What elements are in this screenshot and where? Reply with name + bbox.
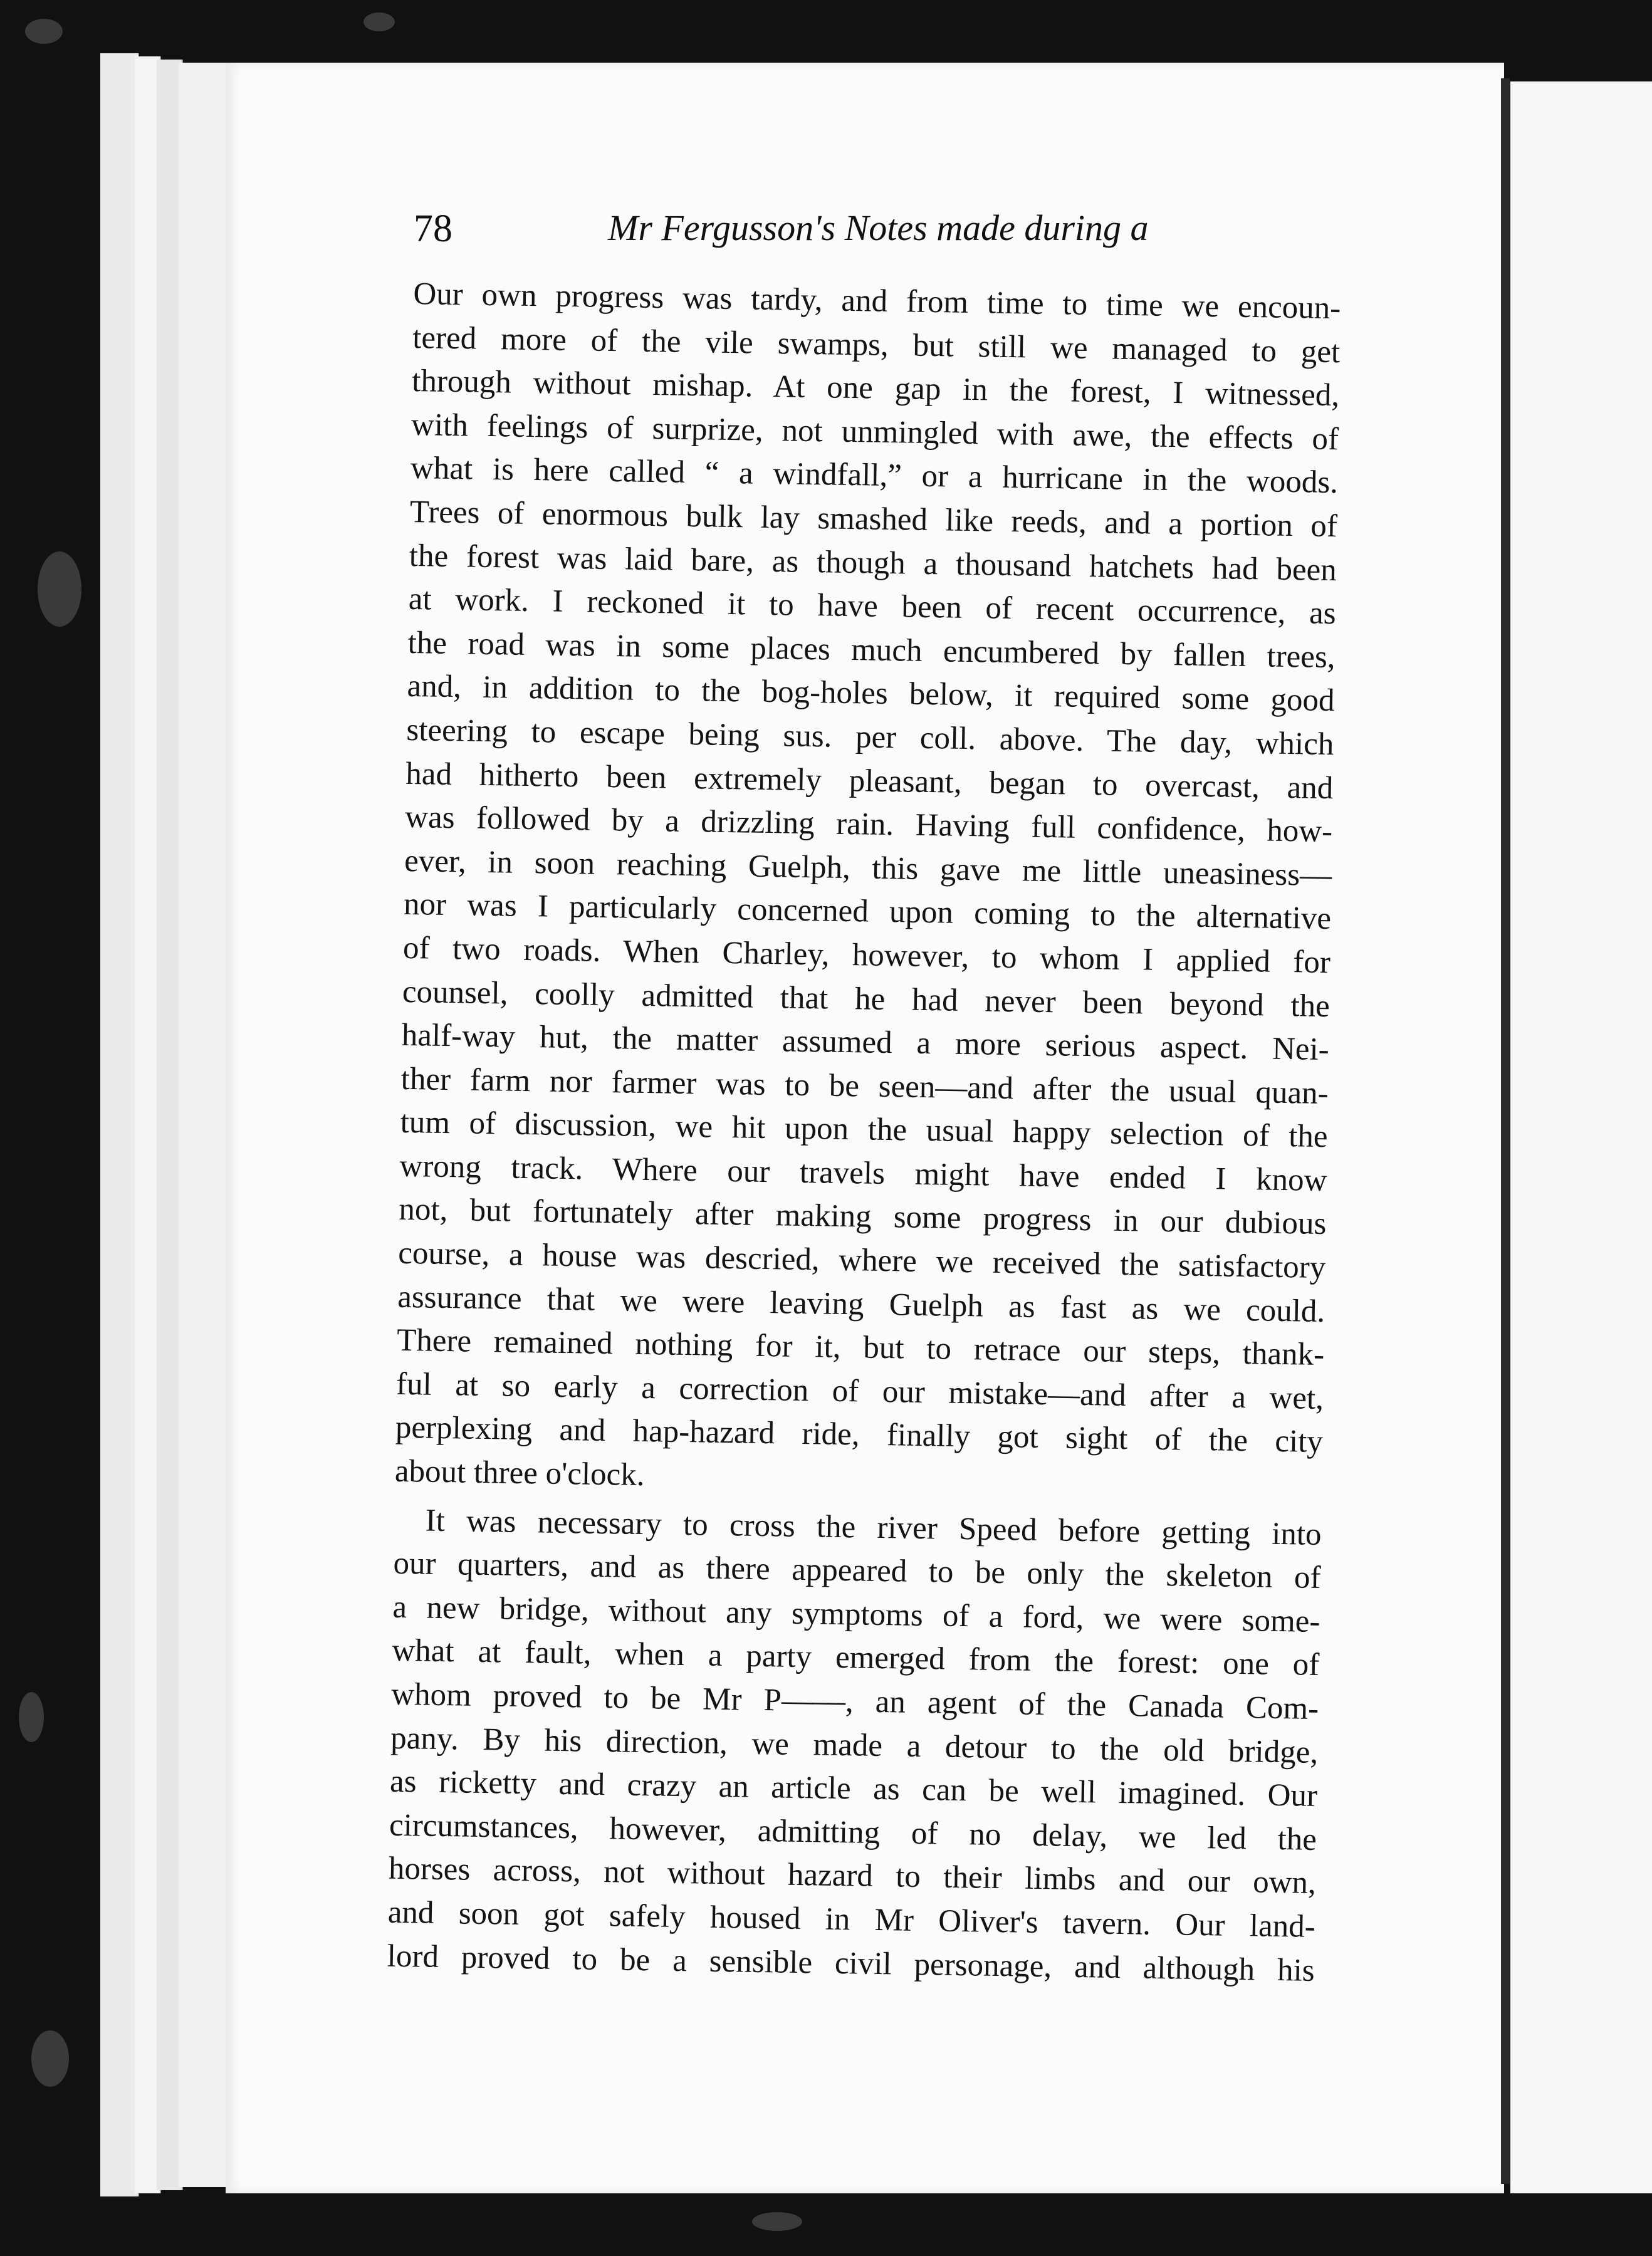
text-line: circumstances, however, admitting of no delay, we led the (389, 1807, 1317, 1857)
book-page (226, 63, 1504, 2193)
text-line: perplexing and hap-hazard ride, finally got sight of the city (395, 1410, 1324, 1460)
text-line: ever, in soon reaching Guelph, this gave me little uneasiness— (404, 843, 1332, 893)
text-line: and, in addition to the bog-holes below, it required some good (407, 669, 1335, 719)
text-line: Our own progress was tardy, and from time to time we encoun- (413, 276, 1341, 326)
page-edge (179, 63, 231, 2187)
text-line: was followed by a drizzling rain. Having full confidence, how- (404, 800, 1333, 850)
scan-speck (752, 2212, 802, 2231)
scan-speck (38, 551, 81, 627)
scan-speck (19, 1692, 44, 1742)
text-line: tered more of the vile swamps, but still we managed to get (412, 320, 1341, 370)
text-line: what is here called “ a windfall,” or a hurricane in the woods. (410, 451, 1339, 501)
text-line: of two roads. When Charley, however, to whom I applied for (402, 930, 1331, 981)
text-line: steering to escape being sus. per coll. above. The day, which (406, 712, 1334, 763)
text-line: tum of discussion, we hit upon the usual happy selection of the (400, 1105, 1328, 1155)
running-title: Mr Fergusson's Notes made during a (608, 207, 1149, 248)
text-line: course, a house was descried, where we received the satisfactory (397, 1235, 1326, 1286)
text-line: at work. I reckoned it to have been of recent occurrence, as (408, 582, 1337, 632)
text-line: and soon got safely housed in Mr Oliver's tavern. Our land- (387, 1894, 1316, 1945)
text-line: ful at so early a correction of our mistake—and after a wet, (395, 1366, 1324, 1416)
text-line: nor was I particularly concerned upon coming to the alternative (403, 887, 1332, 937)
scan-speck (25, 19, 63, 44)
text-line: There remained nothing for it, but to retrace our steps, thank- (396, 1323, 1325, 1373)
text-line: lord proved to be a sensible civil personage, and although his (387, 1938, 1315, 1988)
running-head (414, 207, 1341, 276)
text-line: whom proved to be Mr P——, an agent of the Canada Com- (390, 1676, 1319, 1726)
scan-speck (31, 2030, 69, 2087)
text-line: assurance that we were leaving Guelph as fast as we could. (397, 1279, 1325, 1329)
text-line: Trees of enormous bulk lay smashed like reeds, and a portion of (409, 494, 1338, 545)
text-line: wrong track. Where our travels might have ended I know (399, 1148, 1327, 1198)
text-line: what at fault, when a party emerged from the forest: one of (392, 1633, 1320, 1683)
text-line: counsel, coolly admitted that he had never been beyond the (402, 974, 1330, 1024)
facing-page-edge (1510, 81, 1652, 2193)
text-line: our quarters, and as there appeared to be only the skeleton of (393, 1545, 1321, 1596)
text-line: pany. By his direction, we made a detour to the old bridge, (390, 1720, 1319, 1770)
text-line: through without mishap. At one gap in the forest, I witnessed, (411, 363, 1340, 414)
text-line: about three o'clock. (394, 1453, 645, 1493)
body-text (387, 273, 1341, 1993)
text-line: horses across, not without hazard to their limbs and our own, (388, 1851, 1317, 1901)
text-line: not, but fortunately after making some progress in our dubious (399, 1192, 1327, 1242)
text-line: had hitherto been extremely pleasant, began to overcast, and (405, 756, 1334, 806)
text-line: the road was in some places much encumbered by fallen trees, (407, 625, 1336, 675)
text-line: as ricketty and crazy an article as can be well imagined. Our (389, 1763, 1318, 1814)
gutter-shadow (1501, 78, 1510, 2184)
page-number: 78 (414, 207, 452, 250)
text-line: It was necessary to cross the river Speed before getting into (425, 1503, 1322, 1552)
text-line: a new bridge, without any symptoms of a ford, we were some- (392, 1589, 1320, 1639)
scan-speck (363, 13, 395, 31)
page-edge (100, 53, 139, 2196)
text-line: the forest was laid bare, as though a thousand hatchets had been (409, 538, 1337, 588)
text-line: half-way hut, the matter assumed a more serious aspect. Nei- (401, 1017, 1330, 1068)
text-line: ther farm nor farmer was to be seen—and after the usual quan- (400, 1061, 1329, 1111)
text-line: with feelings of surprize, not unmingled with awe, the effects of (410, 407, 1339, 457)
